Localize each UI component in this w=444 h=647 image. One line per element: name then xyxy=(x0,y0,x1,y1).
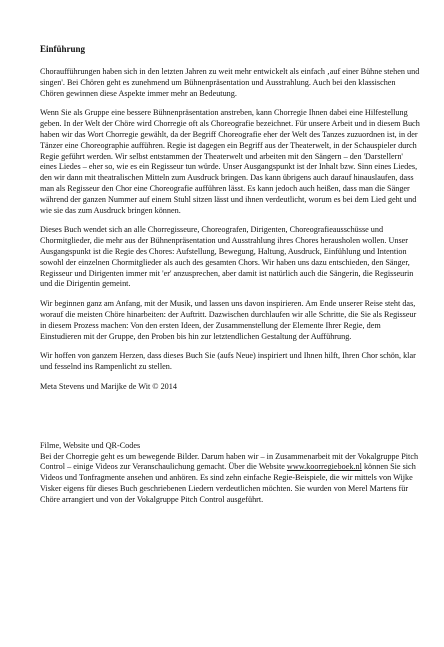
paragraph-4: Wir beginnen ganz am Anfang, mit der Musik, und lassen uns davon inspirieren. Am Ende unserer Reise steht das, worauf die meisten Chöre hinarbeiten: der Auftritt. Dazwischen durchlaufen wir alle Schritte, die Sie als Regisseur in diesem Prozess machen: Von den ersten Ideen, der Zusammenstellung der Elemente Ihrer Regie, dem Einstudieren mit der Gruppe, den Proben bis hin zur letztendlichen Gestaltung der Aufführung. xyxy=(40,299,417,341)
section-text-before-link: Bei der Chorregie geht es um bewegende Bilder. Darum haben wir – in Zusammenarbeit mit der Vokalgruppe Pitch Control – einige Videos zur Veranschaulichung gemacht. Über die Website xyxy=(40,451,419,472)
website-link[interactable]: www.koorregieboek.nl xyxy=(286,462,362,472)
paragraph-2: Wenn Sie als Gruppe eine bessere Bühnenpräsentation anstreben, kann Chorregie Ihnen dabei eine Hilfestellung geben. In der Welt der Chöre wird Chorregie oft als Choreografie bezeichnet. Für unsere Arbeit und in diesem Buch haben wir das Wort Chorregie gewählt, da der Begriff Choreografie eher der Welt des Tanzes zuzuordnen ist, in der Tänzer eine Choreographie aufführen. Regie ist dagegen ein Begriff aus der Theaterwelt, in der Schauspieler durch Regie geführt werden. Wir selbst entstammen der Theaterwelt und arbeiten mit den Sängern – den 'Darstellern' eines Liedes – eher so, wie es ein Regisseur tun würde. Unser Ausgangspunkt ist der Inhalt bzw. Sinn eines Liedes, den wir dann mit theatralischen Mitteln zum Ausdruck bringen. Das kann übrigens auch darauf hinauslaufen, dass man als Regisseur den Chor eine Choreografie aufführen lässt. Es kann jedoch auch heißen, dass man die Sänger während der ganzen Nummer auf einem Stuhl sitzen lässt und ihnen verdeutlicht, worum es bei dem Lied geht und wie sie das zum Ausdruck bringen können. xyxy=(40,108,420,215)
signature: Meta Stevens und Marijke de Wit © 2014 xyxy=(40,381,177,391)
section-body xyxy=(40,452,420,506)
page-title: Einführung xyxy=(40,44,86,54)
paragraph-3: Dieses Buch wendet sich an alle Chorregisseure, Choreografen, Dirigenten, Choreografieausschüsse und Chormitglieder, die mehr aus der Bühnenpräsentation und Ausstrahlung ihres Chores herausholen wollen. Unser Ausgangspunkt ist die Regie des Chores: Aufstellung, Bewegung, Haltung, Ausdruck, Einfühlung und Intention sowohl der einzelnen Chormitglieder als auch des gesamten Chors. Wir haben uns dazu entschieden, den Sänger, Regisseur und Dirigenten immer mit 'er' anzusprechen, aber damit ist natürlich auch die Sängerin, die Regisseurin und die Dirigentin gemeint. xyxy=(40,225,414,289)
section-films xyxy=(40,441,420,506)
section-title: Filme, Website und QR-Codes xyxy=(40,440,141,450)
paragraph-5: Wir hoffen von ganzem Herzen, dass dieses Buch Sie (aufs Neue) inspiriert und Ihnen hilft, Ihren Chor schön, klar und fesselnd ins Rampenlicht zu stellen. xyxy=(40,351,416,372)
paragraph-1: Choraufführungen haben sich in den letzten Jahren zu weit mehr entwickelt als einfach ‚auf einer Bühne stehen und singen'. Bei Chören geht es zunehmend um Bühnenpräsentation und Ausstrahlung. Auch bei den klassischen Chören gewinnen diese Aspekte immer mehr an Bedeutung. xyxy=(40,67,420,98)
section-text-after-link: können Sie sich Videos und Tonfragmente ansehen und anhören. Es sind zehn einfache Regie-Beispiele, die wir mittels von Wijke Visker eigens für dieses Buch geschriebenen Liedern verdeutlichen möchten. Sie wurden von Merel Martens für Chöre arrangiert und von der Vokalgruppe Pitch Control ausgeführt. xyxy=(40,462,416,504)
